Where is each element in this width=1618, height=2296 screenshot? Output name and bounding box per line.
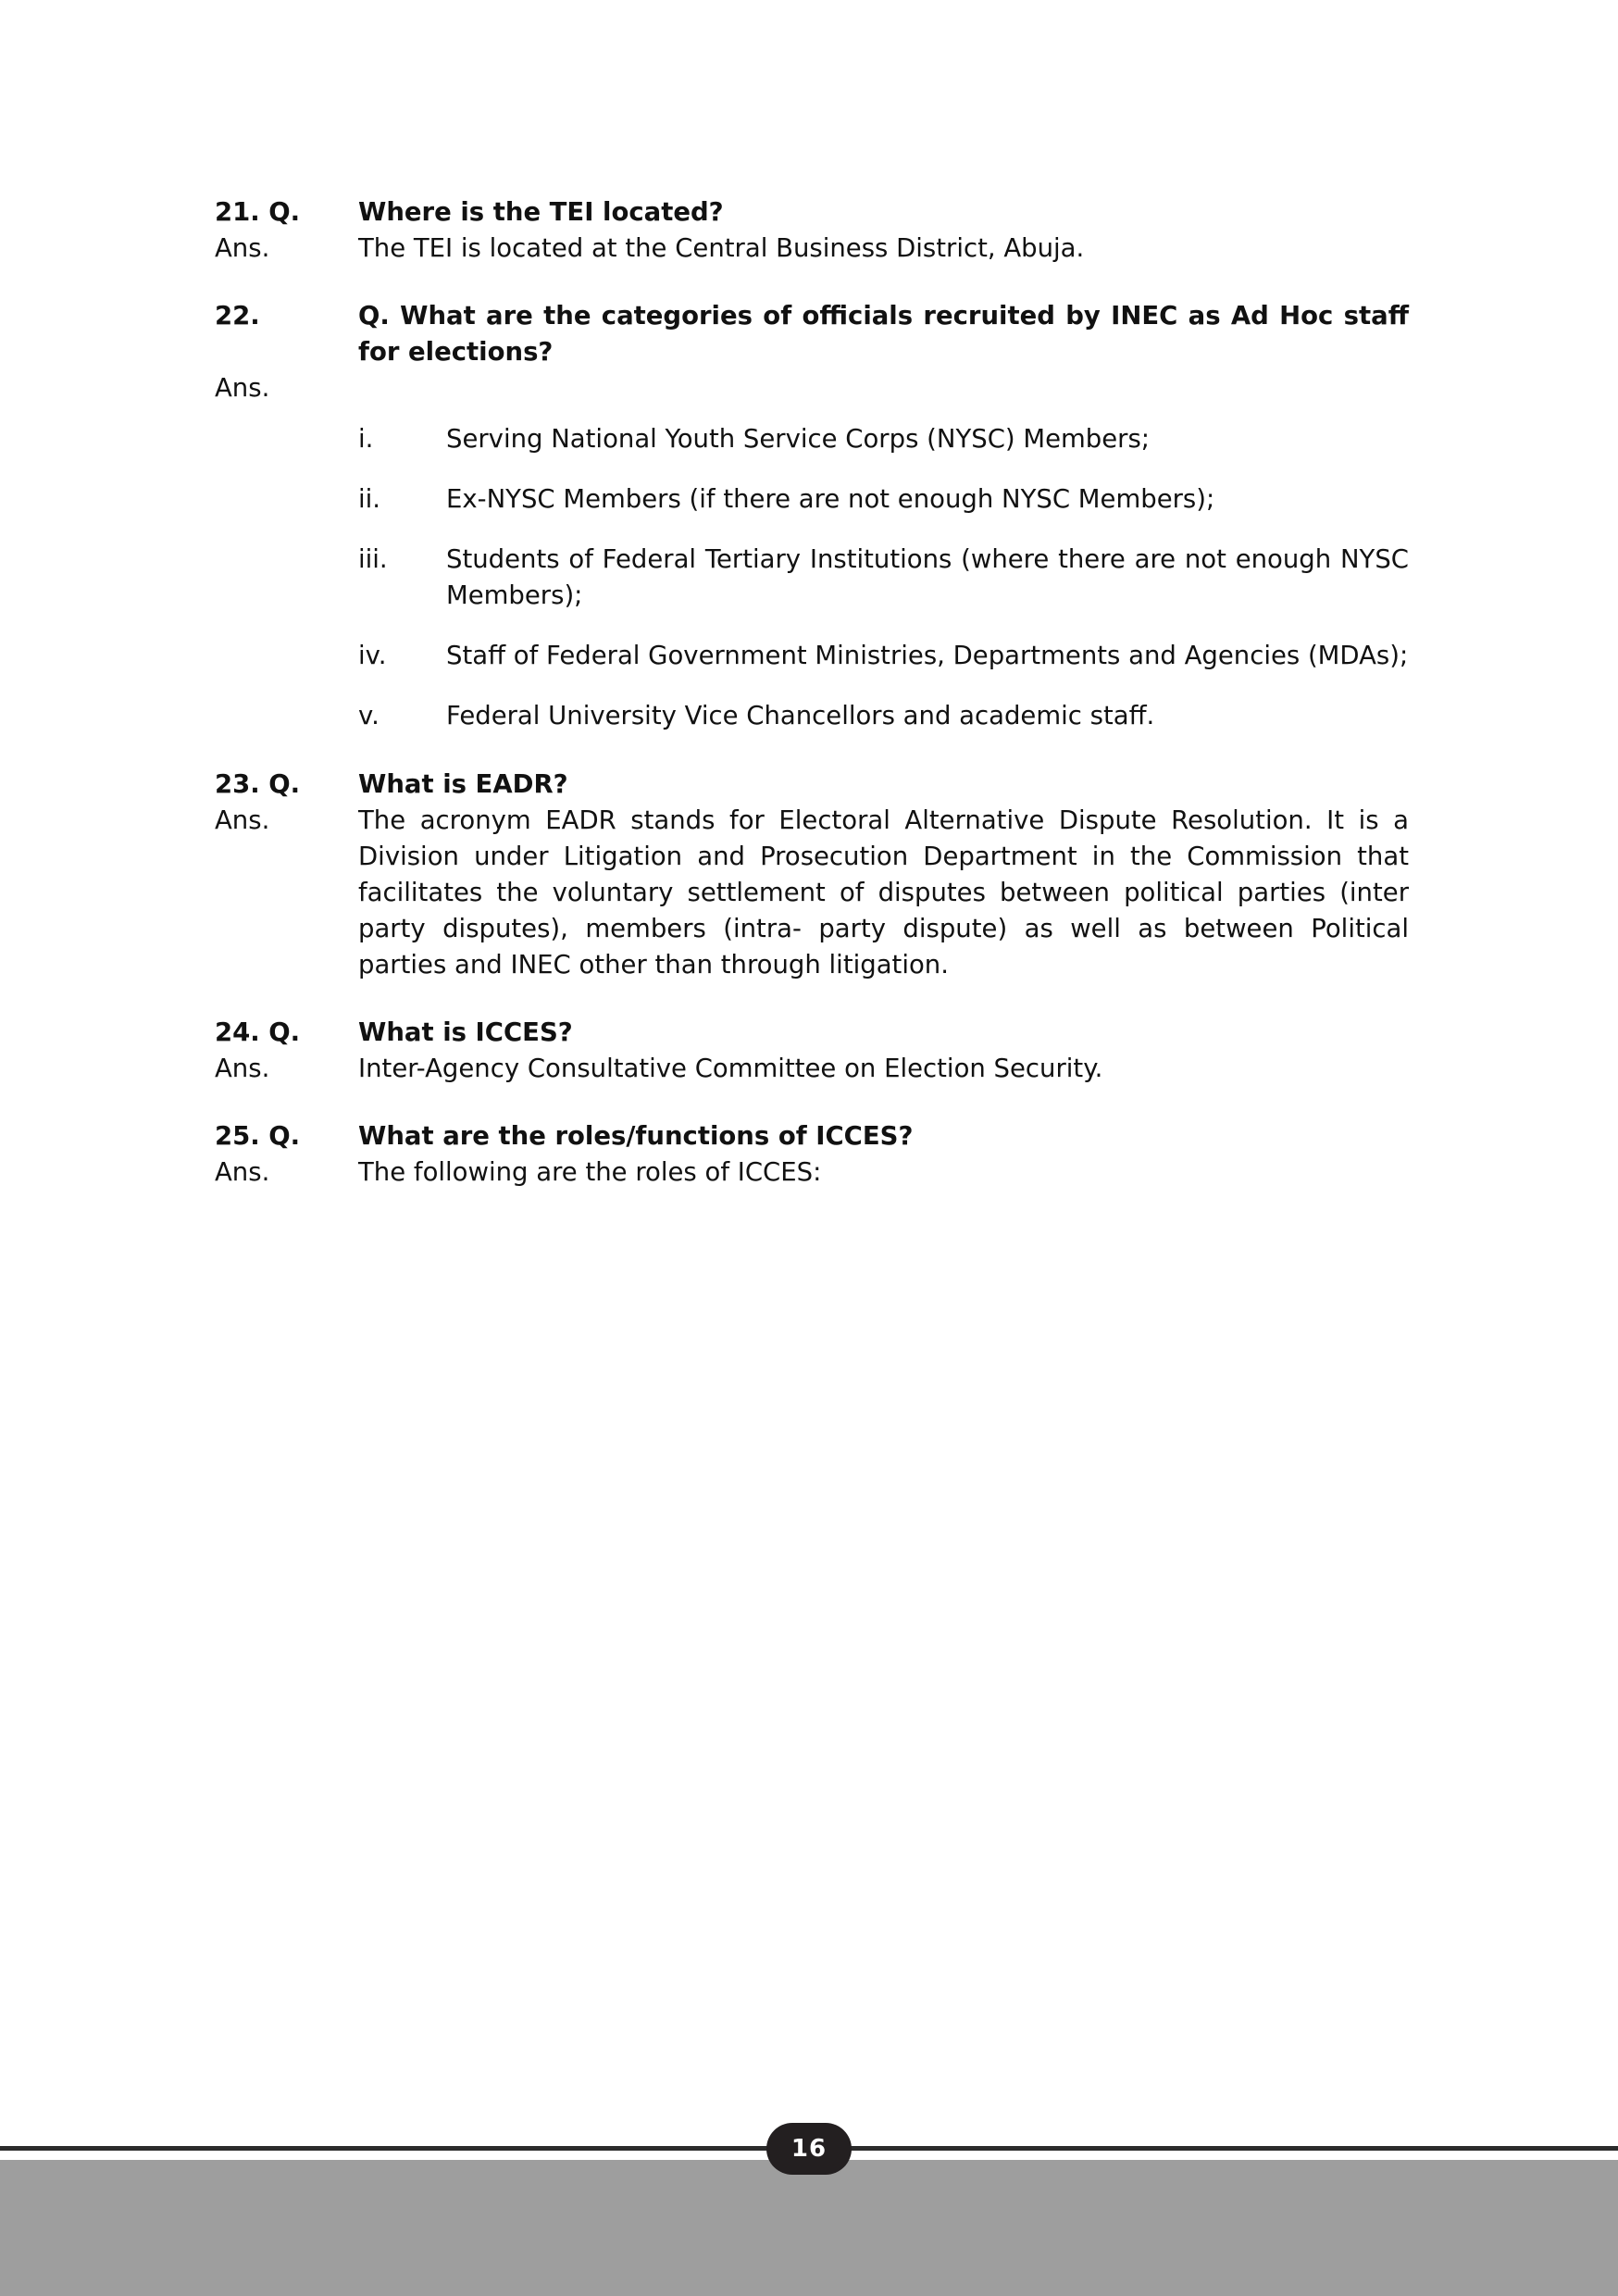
list-marker: i.	[358, 424, 374, 455]
answer-row	[215, 231, 1409, 267]
answer-row	[215, 370, 1409, 406]
answer-label: Ans.	[215, 1156, 270, 1187]
list-text: Ex-NYSC Members (if there are not enough NYSC Members);	[446, 484, 1215, 515]
list-item	[358, 542, 1409, 614]
list-item	[358, 698, 1409, 734]
answer-row	[215, 1154, 1409, 1191]
list-marker: iii.	[358, 544, 388, 575]
question-text: What are the roles/functions of ICCES?	[358, 1120, 914, 1151]
answer-text: Inter-Agency Consultative Committee on Election Security.	[358, 1053, 1103, 1083]
footer-bar	[0, 2160, 1618, 2296]
answer-label: Ans.	[215, 1053, 270, 1083]
question-number: 21. Q.	[215, 197, 301, 227]
page-number-badge: 16	[766, 2123, 852, 2175]
list-text: Staff of Federal Government Ministries, Departments and Agencies (MDAs);	[446, 641, 1409, 671]
qa-item-24	[215, 1015, 1409, 1087]
question-number: 25. Q.	[215, 1120, 301, 1151]
question-text: What is EADR?	[358, 768, 568, 799]
answer-row	[215, 803, 1409, 983]
list-item	[358, 421, 1409, 457]
answer-text: The TEI is located at the Central Business District, Abuja.	[358, 233, 1085, 264]
question-text: Where is the TEI located?	[358, 197, 724, 227]
page-content	[215, 194, 1409, 1222]
question-text: Q. What are the categories of officials recruited by INEC as Ad Hoc staff for elections?	[358, 301, 1409, 368]
question-row	[215, 1118, 1409, 1154]
list-marker: v.	[358, 701, 380, 731]
qa-item-21	[215, 194, 1409, 267]
list-text: Federal University Vice Chancellors and academic staff.	[446, 701, 1155, 731]
question-text: What is ICCES?	[358, 1017, 573, 1047]
answer-text: The acronym EADR stands for Electoral Alternative Dispute Resolution. It is a Division under Litigation and Prosecution Department in the Commission that facilitates the voluntary settlement of disputes between political parties (inter party disputes), members (intra- party dispute) as well as between Political parties and INEC other than through litigation.	[358, 805, 1409, 980]
qa-item-22	[215, 298, 1409, 734]
answer-label: Ans.	[215, 373, 270, 404]
question-number: 23. Q.	[215, 768, 301, 799]
question-number: 22.	[215, 301, 260, 331]
answer-row	[215, 1051, 1409, 1087]
question-number: 24. Q.	[215, 1017, 301, 1047]
question-row	[215, 298, 1409, 370]
answer-list	[358, 421, 1409, 734]
list-item	[358, 638, 1409, 674]
question-row	[215, 194, 1409, 231]
list-marker: ii.	[358, 484, 381, 515]
question-row	[215, 1015, 1409, 1051]
question-row	[215, 767, 1409, 803]
qa-item-25	[215, 1118, 1409, 1191]
qa-item-23	[215, 767, 1409, 983]
list-item	[358, 481, 1409, 518]
answer-label: Ans.	[215, 805, 270, 835]
list-text: Serving National Youth Service Corps (NYSC) Members;	[446, 424, 1151, 455]
list-marker: iv.	[358, 641, 387, 671]
answer-label: Ans.	[215, 233, 270, 264]
answer-text: The following are the roles of ICCES:	[358, 1156, 822, 1187]
list-text: Students of Federal Tertiary Institutions (where there are not enough NYSC Members);	[446, 544, 1409, 611]
